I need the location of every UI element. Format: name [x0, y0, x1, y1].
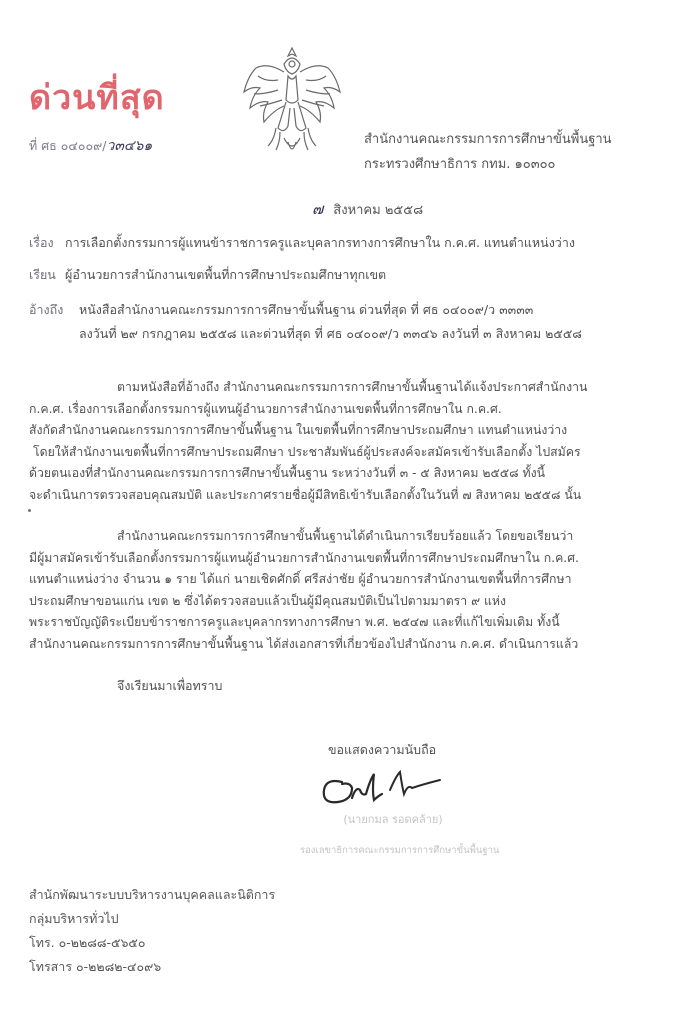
paragraph-2-line: พระราชบัญญัติระเบียบข้าราชการครูและบุคลากรทางการศึกษา พ.ศ. ๒๕๔๗ และที่แก้ไขเพิ่มเติม ทั้งนี้: [29, 615, 560, 629]
body-paragraph-1: [29, 377, 587, 506]
closing-request: จึงเรียนมาเพื่อทราบ: [117, 678, 223, 693]
organization-name: สำนักงานคณะกรรมการการศึกษาขั้นพื้นฐาน: [364, 132, 612, 147]
complimentary-closing: ขอแสดงความนับถือ: [328, 742, 437, 757]
footer-fax: โทรสาร ๐-๒๒๘๒-๔๐๙๖: [29, 959, 162, 974]
paragraph-2-line: ประถมศึกษาขอนแก่น เขต ๒ ซึ่งได้ตรวจสอบแล้วเป็นผู้มีคุณสมบัติเป็นไปตามมาตรา ๙ แห่ง: [29, 593, 507, 608]
paragraph-1-line: ก.ค.ศ. เรื่องการเลือกตั้งกรรมการผู้แทนผู้อำนวยการสำนักงานเขตพื้นที่การศึกษาใน ก.ค.ศ.: [29, 401, 502, 416]
footer-office: สำนักพัฒนาระบบบริหารงานบุคคลและนิติการ: [29, 887, 276, 902]
garuda-emblem-icon: [238, 42, 346, 160]
footer-telephone: โทร. ๐-๒๒๘๘-๕๖๕๐: [29, 935, 146, 950]
contact-footer: [29, 883, 275, 979]
paragraph-2-line: แทนตำแหน่งว่าง จำนวน ๑ ราย ได้แก่ นายเชิดศักดิ์ ศรีสง่าชัย ผู้อำนวยการสำนักงานเขตพื้นที่การศึกษา: [29, 572, 572, 586]
margin-mark: [28, 509, 31, 512]
date-month-year: สิงหาคม ๒๕๕๘: [333, 203, 424, 218]
subject-label: เรื่อง: [29, 235, 54, 250]
paragraph-1-line: โดยให้สำนักงานเขตพื้นที่การศึกษาประถมศึกษา ประชาสัมพันธ์ผู้ประสงค์จะสมัครเข้ารับเลือกตั้ง ไปสมัคร: [33, 444, 581, 459]
subject-text: การเลือกตั้งกรรมการผู้แทนข้าราชการครูและบุคลากรทางการศึกษาใน ก.ค.ศ. แทนตำแหน่งว่าง: [65, 235, 575, 250]
paragraph-1-line: ด้วยตนเองที่สำนักงานคณะกรรมการการศึกษาขั้นพื้นฐาน ระหว่างวันที่ ๓ - ๕ สิงหาคม ๒๕๕๘ ทั้งนี้: [29, 466, 545, 480]
reference-label: อ้างถึง: [29, 302, 64, 317]
date-day-handwritten: ๗: [312, 200, 324, 218]
recipient-line: [29, 265, 386, 285]
recipient-label: เรียน: [29, 267, 56, 282]
reference-text-line1: หนังสือสำนักงานคณะกรรมการการศึกษาขั้นพื้นฐาน ด่วนที่สุด ที่ ศธ ๐๔๐๐๙/ว ๓๓๓๓: [79, 302, 534, 317]
paragraph-2-line: มีผู้มาสมัครเข้ารับเลือกตั้งกรรมการผู้แทนผู้อำนวยการสำนักงานเขตพื้นที่การศึกษาประถมศึกษาใน ก.ค.ศ.: [29, 550, 579, 565]
reference-text-line2: ลงวันที่ ๒๙ กรกฎาคม ๒๕๕๘ และด่วนที่สุด ที่ ศธ ๐๔๐๐๙/ว ๓๓๔๖ ลงวันที่ ๓ สิงหาคม ๒๕๕๘: [79, 326, 582, 341]
issuing-organization: [364, 127, 612, 177]
footer-group: กลุ่มบริหารทั่วไป: [29, 911, 119, 926]
paragraph-1-line: จะดำเนินการตรวจสอบคุณสมบัติ และประกาศรายชื่อผู้มีสิทธิเข้ารับเลือกตั้งในวันที่ ๗ สิงหาคม ๒๕๕๘ นั้น: [29, 487, 582, 502]
signatory-name-faded: (นายกมล รอดคล้าย): [343, 813, 443, 826]
paragraph-2-line: สำนักงานคณะกรรมการการศึกษาขั้นพื้นฐานได้ดำเนินการเรียบร้อยแล้ว โดยขอเรียนว่า: [117, 529, 574, 543]
subject-line: [29, 233, 575, 253]
letter-date: [312, 197, 423, 221]
recipient-text: ผู้อำนวยการสำนักงานเขตพื้นที่การศึกษาประถมศึกษาทุกเขต: [65, 267, 387, 282]
paragraph-1-line: สังกัดสำนักงานคณะกรรมการการศึกษาขั้นพื้นฐาน ในเขตพื้นที่การศึกษาประถมศึกษา แทนตำแหน่งว่าง: [29, 423, 568, 437]
document-number-handwritten: ว๓๔๖๑: [106, 138, 153, 154]
handwritten-signature: [312, 760, 447, 820]
signatory-position-faded: รองเลขาธิการคณะกรรมการการศึกษาขั้นพื้นฐาน: [300, 845, 500, 856]
paragraph-1-line: ตามหนังสือที่อ้างถึง สำนักงานคณะกรรมการการศึกษาขั้นพื้นฐานได้แจ้งประกาศสำนักงาน: [117, 380, 588, 394]
urgent-stamp: ด่วนที่สุด: [29, 78, 165, 118]
document-number-prefix: ที่ ศธ ๐๔๐๐๙/: [29, 138, 107, 153]
paragraph-2-line: สำนักงานคณะกรรมการการศึกษาขั้นพื้นฐาน ได้ส่งเอกสารที่เกี่ยวข้องไปสำนักงาน ก.ค.ศ. ดำเนินการแล้ว: [29, 636, 579, 651]
reference-line: [29, 300, 533, 320]
document-number: [29, 135, 152, 157]
organization-address: กระทรวงศึกษาธิการ กทม. ๑๐๓๐๐: [364, 157, 556, 172]
body-paragraph-2: [29, 526, 579, 655]
